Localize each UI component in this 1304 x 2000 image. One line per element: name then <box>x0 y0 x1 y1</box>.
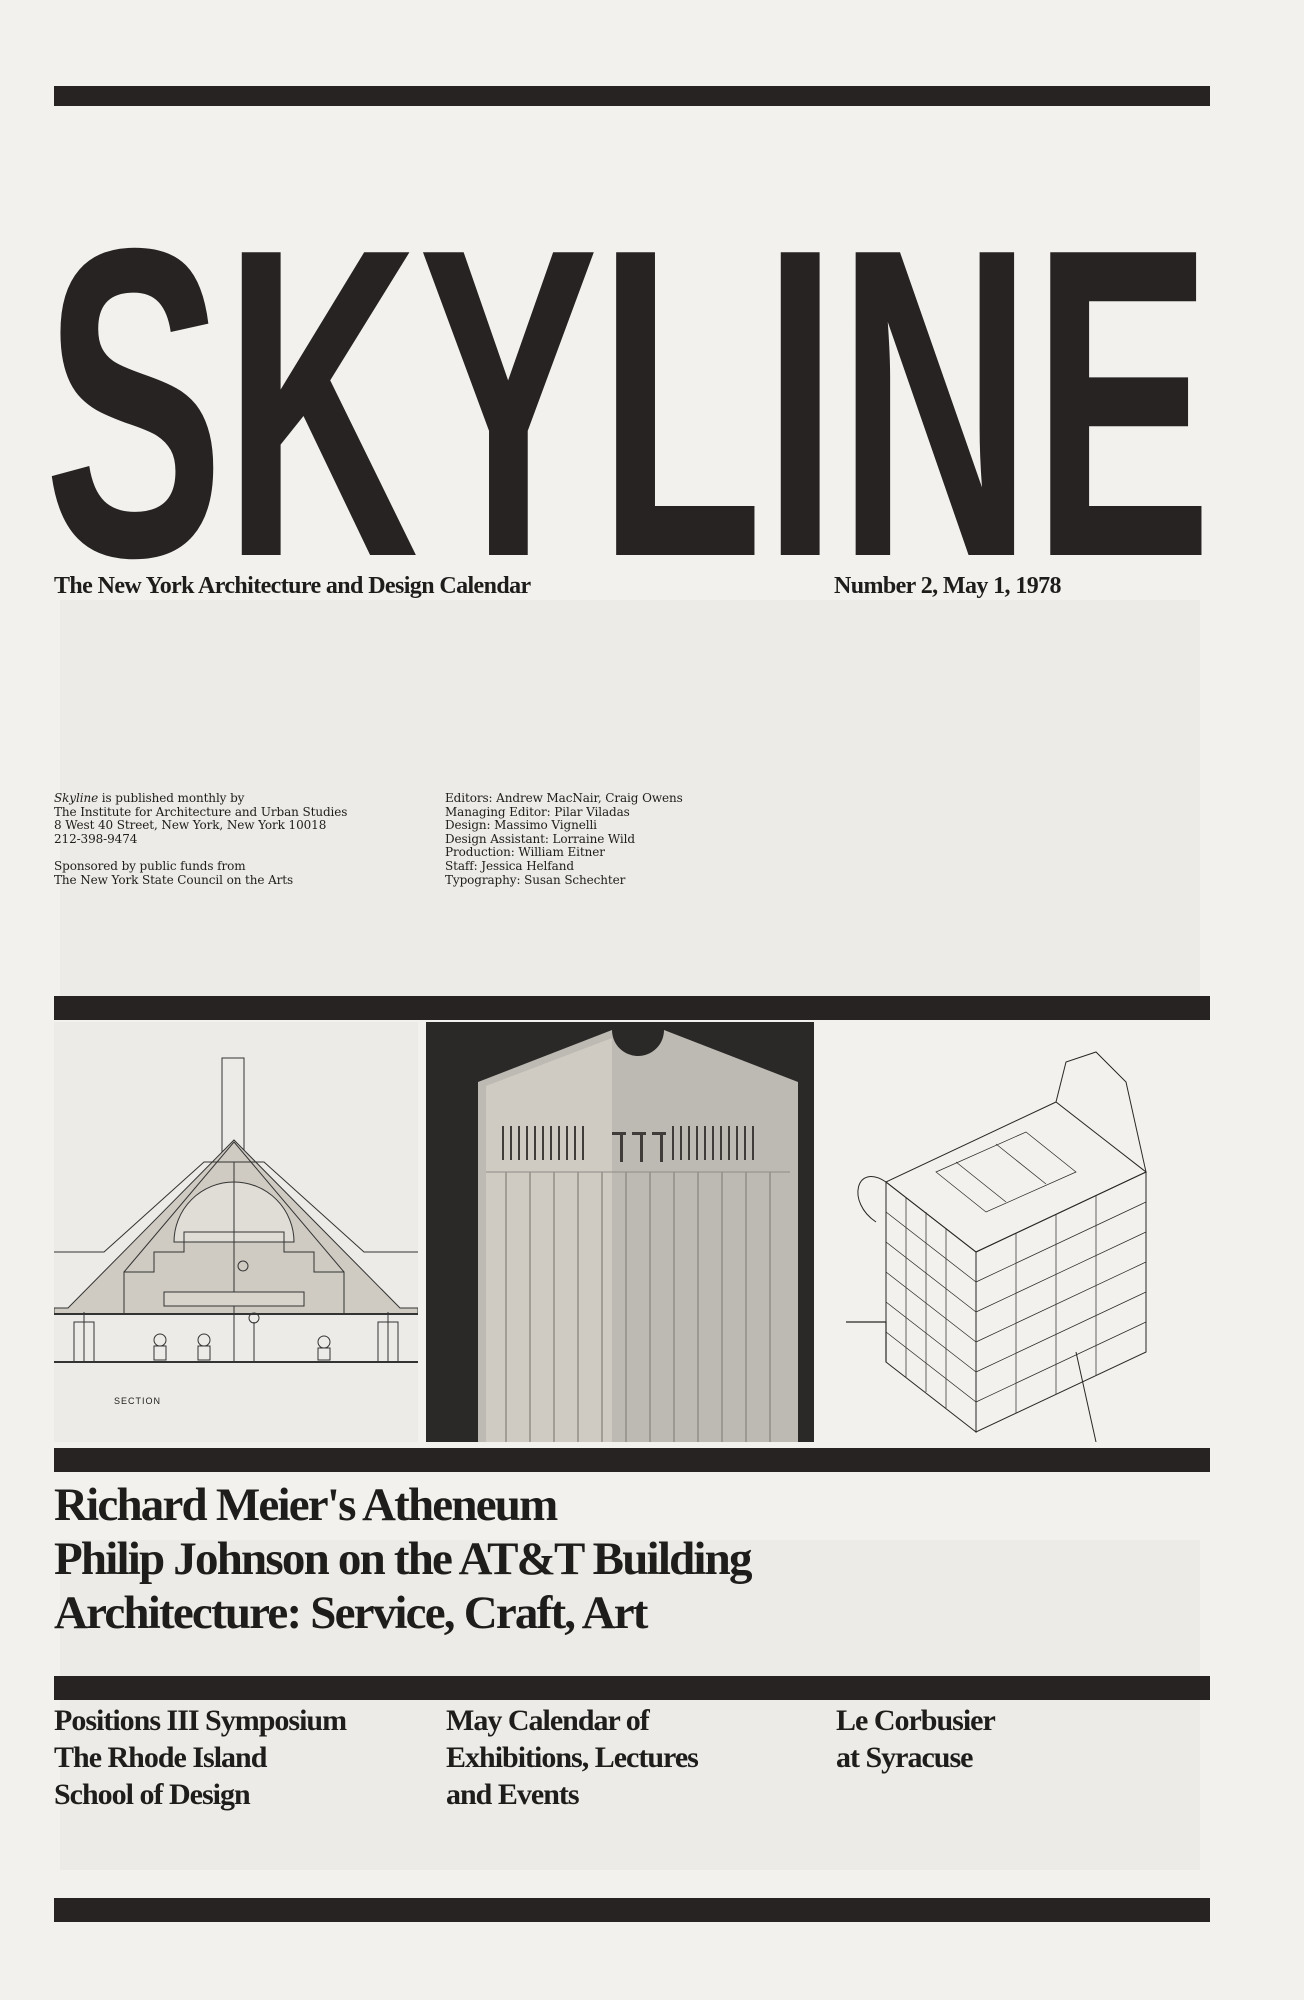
subhead-line: Exhibitions, Lectures <box>446 1741 698 1774</box>
headline-rule <box>54 1448 1210 1472</box>
staff-line: Managing Editor: Pilar Viladas <box>445 804 630 819</box>
att-building-illustration <box>426 1022 814 1442</box>
atheneum-axonometric-drawing <box>826 1022 1210 1442</box>
colophon-text: Sponsored by public funds from <box>54 859 246 874</box>
publisher-colophon <box>54 792 347 888</box>
subhead-line: Positions III Symposium <box>54 1704 347 1737</box>
section-label: SECTION <box>114 1396 162 1406</box>
staff-colophon <box>445 792 683 887</box>
publication-name: Skyline <box>54 791 99 805</box>
staff-line: Staff: Jessica Helfand <box>445 858 574 873</box>
subhead-positions-symposium[interactable] <box>54 1702 346 1813</box>
headline-att-building[interactable]: Philip Johnson on the AT&T Building <box>54 1533 751 1585</box>
masthead-logo <box>44 115 1214 561</box>
subhead-rule <box>54 1676 1210 1700</box>
subhead-le-corbusier[interactable] <box>836 1702 995 1776</box>
bottom-rule <box>54 1898 1210 1922</box>
subhead-line: at Syracuse <box>836 1741 973 1774</box>
headline-atheneum[interactable]: Richard Meier's Atheneum <box>54 1479 557 1531</box>
colophon-text: is published monthly by <box>98 791 245 805</box>
staff-line: Editors: Andrew MacNair, Craig Owens <box>445 791 683 805</box>
colophon-address: 8 West 40 Street, New York, New York 10018 <box>54 818 327 833</box>
subhead-line: The Rhode Island <box>54 1741 267 1774</box>
masthead-subtitle: The New York Architecture and Design Calendar <box>54 573 531 599</box>
colophon-phone: 212-398-9474 <box>54 831 138 846</box>
masthead-title: SKYLINE <box>44 158 1212 561</box>
image-band-rule <box>54 996 1210 1020</box>
staff-line: Typography: Susan Schechter <box>445 872 626 887</box>
staff-line: Production: William Eitner <box>445 845 605 860</box>
headline-architecture[interactable]: Architecture: Service, Craft, Art <box>54 1587 647 1639</box>
top-rule <box>54 86 1210 106</box>
staff-line: Design: Massimo Vignelli <box>445 818 597 833</box>
subhead-may-calendar[interactable] <box>446 1702 698 1813</box>
colophon-text: The Institute for Architecture and Urban Studies <box>54 804 348 819</box>
cover-headlines <box>54 1478 751 1640</box>
colophon-text: The New York State Council on the Arts <box>54 872 294 887</box>
att-building-model-photo <box>426 1022 814 1442</box>
subhead-line: and Events <box>446 1778 579 1811</box>
subhead-line: May Calendar of <box>446 1704 649 1737</box>
subhead-line: School of Design <box>54 1778 250 1811</box>
subhead-line: Le Corbusier <box>836 1704 995 1737</box>
axonometric-illustration <box>826 1022 1210 1442</box>
atheneum-section-drawing <box>54 1022 418 1442</box>
staff-line: Design Assistant: Lorraine Wild <box>445 831 635 846</box>
issue-number: Number 2, May 1, 1978 <box>834 573 1061 599</box>
section-drawing-illustration <box>54 1022 418 1442</box>
